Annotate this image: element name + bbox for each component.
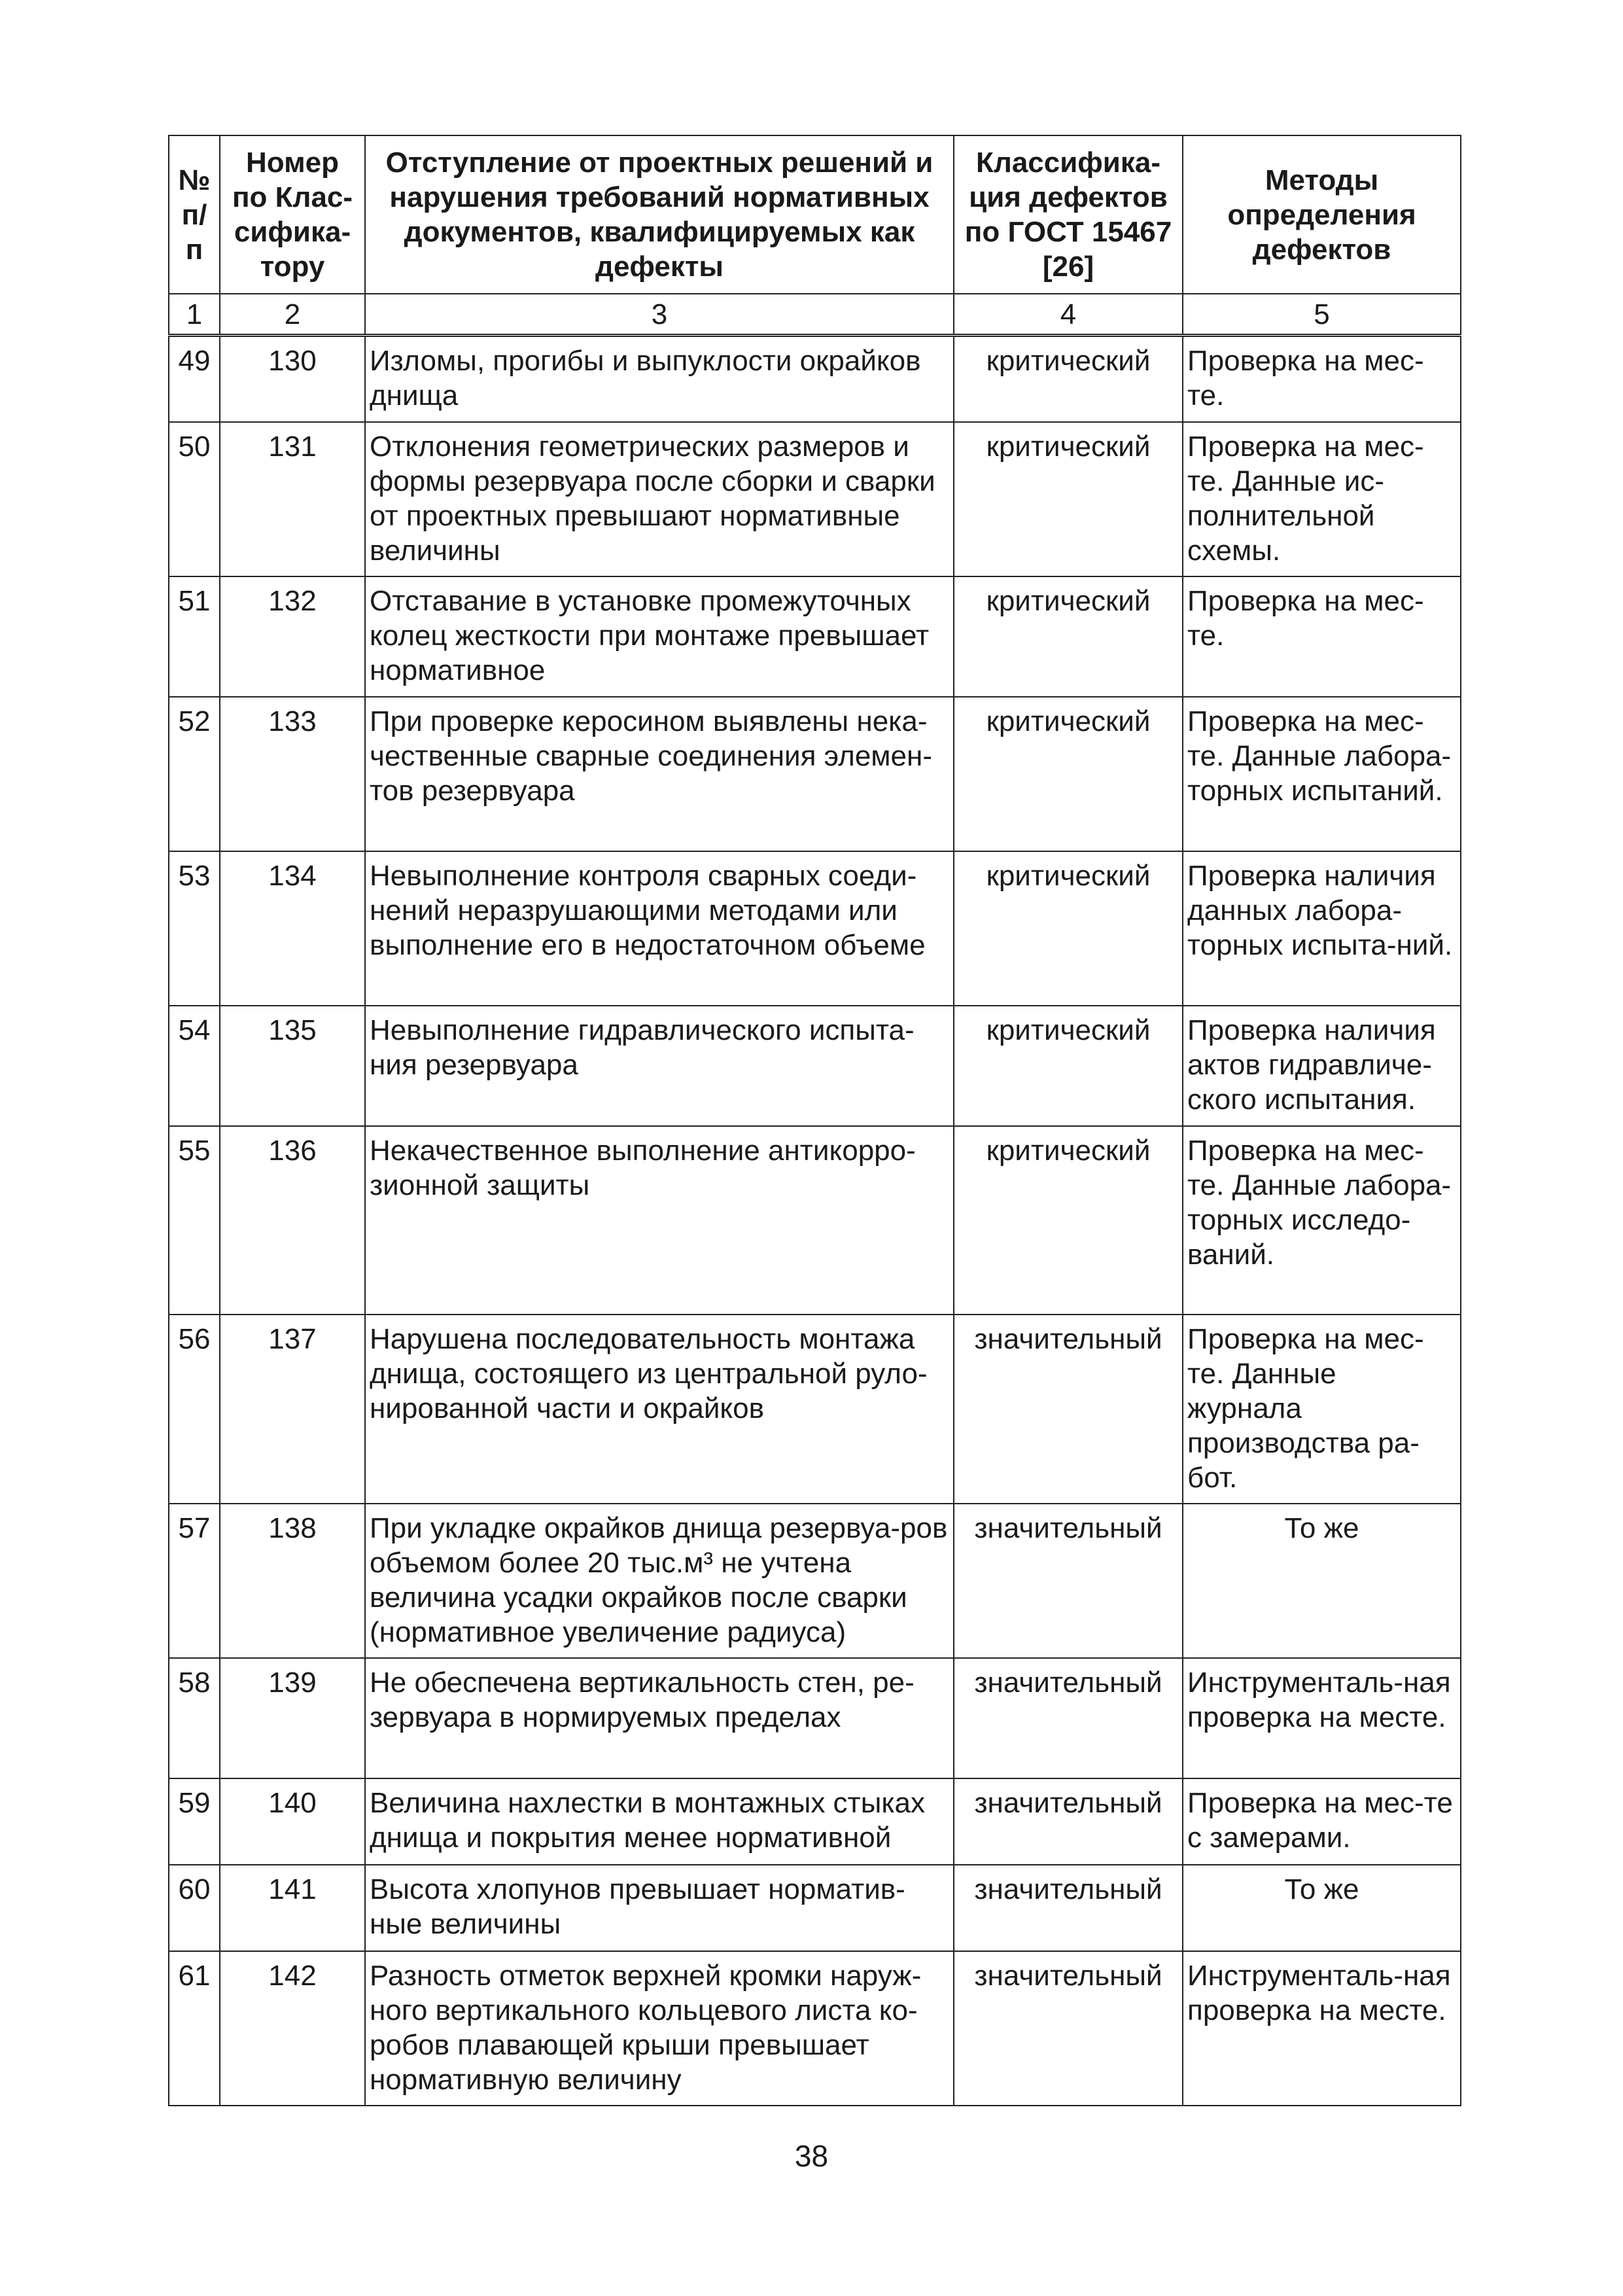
row-number: 57 bbox=[169, 1504, 220, 1658]
defect-description: Величина нахлестки в монтажных стыках днища и покрытия менее нормативной bbox=[365, 1778, 954, 1865]
detection-method: Инструменталь-ная проверка на месте. bbox=[1183, 1951, 1461, 2106]
detection-method: Проверка на мес-те. Данные лабора-торных испытаний. bbox=[1183, 697, 1461, 851]
table-row bbox=[169, 1865, 1461, 1951]
detection-method: Проверка на мес-те. Данные лабора-торных исследо-ваний. bbox=[1183, 1126, 1461, 1315]
detection-method: Проверка на мес-те. Данные журнала производства ра-бот. bbox=[1183, 1315, 1461, 1504]
defect-description: Невыполнение гидравлического испыта-ния резервуара bbox=[365, 1006, 954, 1126]
detection-method: Проверка на мес-те. Данные ис-полнительной схемы. bbox=[1183, 422, 1461, 576]
column-number-row bbox=[169, 294, 1461, 336]
row-number: 54 bbox=[169, 1006, 220, 1126]
defect-description: Нарушена последовательность монтажа днища, состоящего из центральной руло-нированной части и окрайков bbox=[365, 1315, 954, 1504]
defect-description: Изломы, прогибы и выпуклости окрайков днища bbox=[365, 336, 954, 422]
defects-table bbox=[168, 135, 1461, 2106]
defect-description: При проверке керосином выявлены нека-чественные сварные соединения элемен-тов резервуара bbox=[365, 697, 954, 851]
defect-classification: критический bbox=[954, 576, 1183, 697]
table-row bbox=[169, 1504, 1461, 1658]
classifier-code: 133 bbox=[220, 697, 365, 851]
table-row bbox=[169, 1778, 1461, 1865]
defect-classification: критический bbox=[954, 697, 1183, 851]
detection-method: То же bbox=[1183, 1865, 1461, 1951]
classifier-code: 134 bbox=[220, 851, 365, 1006]
detection-method: Инструменталь-ная проверка на месте. bbox=[1183, 1658, 1461, 1778]
table-row bbox=[169, 1006, 1461, 1126]
defect-description: Не обеспечена вертикальность стен, ре-зервуара в нормируемых пределах bbox=[365, 1658, 954, 1778]
header-cell-code: Номер по Клас-сифика-тору bbox=[220, 135, 365, 294]
row-number: 50 bbox=[169, 422, 220, 576]
defect-classification: критический bbox=[954, 336, 1183, 422]
defect-classification: значительный bbox=[954, 1778, 1183, 1865]
table-row bbox=[169, 1126, 1461, 1315]
defect-description: Отставание в установке промежуточных колец жесткости при монтаже превышает нормативное bbox=[365, 576, 954, 697]
defect-description: Высота хлопунов превышает норматив-ные величины bbox=[365, 1865, 954, 1951]
classifier-code: 137 bbox=[220, 1315, 365, 1504]
header-cell-description: Отступление от проектных решений и нарушения требований нормативных документов, квалифицируемых как дефекты bbox=[365, 135, 954, 294]
detection-method: Проверка на мес-те с замерами. bbox=[1183, 1778, 1461, 1865]
defect-classification: критический bbox=[954, 1126, 1183, 1315]
classifier-code: 132 bbox=[220, 576, 365, 697]
row-number: 56 bbox=[169, 1315, 220, 1504]
defect-description: Невыполнение контроля сварных соеди-нений неразрушающими методами или выполнение его в недостаточном объеме bbox=[365, 851, 954, 1006]
defect-classification: значительный bbox=[954, 1951, 1183, 2106]
detection-method: Проверка наличия актов гидравличе-ского испытания. bbox=[1183, 1006, 1461, 1126]
detection-method: То же bbox=[1183, 1504, 1461, 1658]
defect-classification: критический bbox=[954, 422, 1183, 576]
row-number: 51 bbox=[169, 576, 220, 697]
row-number: 59 bbox=[169, 1778, 220, 1865]
classifier-code: 138 bbox=[220, 1504, 365, 1658]
defect-classification: значительный bbox=[954, 1504, 1183, 1658]
column-number: 2 bbox=[220, 294, 365, 336]
defect-description: Некачественное выполнение антикорро-зионной защиты bbox=[365, 1126, 954, 1315]
defect-description: Отклонения геометрических размеров и формы резервуара после сборки и сварки от проектных превышают нормативные величины bbox=[365, 422, 954, 576]
detection-method: Проверка наличия данных лабора-торных испыта-ний. bbox=[1183, 851, 1461, 1006]
header-cell-classification: Классифика-ция дефектов по ГОСТ 15467 [26] bbox=[954, 135, 1183, 294]
classifier-code: 135 bbox=[220, 1006, 365, 1126]
detection-method: Проверка на мес-те. bbox=[1183, 336, 1461, 422]
row-number: 55 bbox=[169, 1126, 220, 1315]
table-row bbox=[169, 422, 1461, 576]
table-row bbox=[169, 1951, 1461, 2106]
column-number: 4 bbox=[954, 294, 1183, 336]
row-number: 52 bbox=[169, 697, 220, 851]
column-number: 5 bbox=[1183, 294, 1461, 336]
row-number: 49 bbox=[169, 336, 220, 422]
header-row bbox=[169, 135, 1461, 294]
column-number: 1 bbox=[169, 294, 220, 336]
table-row bbox=[169, 576, 1461, 697]
classifier-code: 131 bbox=[220, 422, 365, 576]
table-row bbox=[169, 1315, 1461, 1504]
column-number: 3 bbox=[365, 294, 954, 336]
header-cell-method: Методы определения дефектов bbox=[1183, 135, 1461, 294]
classifier-code: 139 bbox=[220, 1658, 365, 1778]
classifier-code: 142 bbox=[220, 1951, 365, 2106]
detection-method: Проверка на мес-те. bbox=[1183, 576, 1461, 697]
classifier-code: 130 bbox=[220, 336, 365, 422]
defect-classification: значительный bbox=[954, 1315, 1183, 1504]
table-row bbox=[169, 1658, 1461, 1778]
classifier-code: 136 bbox=[220, 1126, 365, 1315]
page-number: 38 bbox=[794, 2139, 829, 2173]
classifier-code: 140 bbox=[220, 1778, 365, 1865]
defect-classification: критический bbox=[954, 1006, 1183, 1126]
defect-classification: критический bbox=[954, 851, 1183, 1006]
table-row bbox=[169, 697, 1461, 851]
defect-description: Разность отметок верхней кромки наруж-ного вертикального кольцевого листа ко-робов плавающей крыши превышает нормативную величину bbox=[365, 1951, 954, 2106]
header-cell-no: № п/п bbox=[169, 135, 220, 294]
table-row bbox=[169, 336, 1461, 422]
row-number: 58 bbox=[169, 1658, 220, 1778]
row-number: 53 bbox=[169, 851, 220, 1006]
row-number: 60 bbox=[169, 1865, 220, 1951]
defect-classification: значительный bbox=[954, 1658, 1183, 1778]
defect-description: При укладке окрайков днища резервуа-ров объемом более 20 тыс.м³ не учтена величина усадки окрайков после сварки (нормативное увеличение радиуса) bbox=[365, 1504, 954, 1658]
defect-classification: значительный bbox=[954, 1865, 1183, 1951]
table-row bbox=[169, 851, 1461, 1006]
row-number: 61 bbox=[169, 1951, 220, 2106]
classifier-code: 141 bbox=[220, 1865, 365, 1951]
